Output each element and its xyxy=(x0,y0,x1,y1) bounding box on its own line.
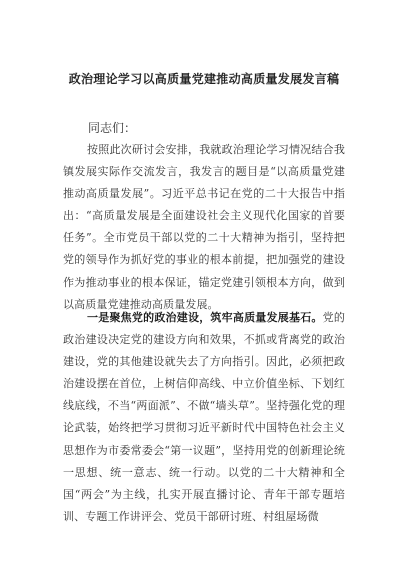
salutation: 同志们： xyxy=(88,121,137,135)
paragraph-2-text: 党的政治建设决定党的建设方向和效果，不抓或背离党的政治建设，党的其他建设就失去了方向指引。因此，必须把政治建设摆在首位，上树信仰高线、中立价值坐标、下划红线底线，不当“两面派”、不做“墙头草”。坚持强化党的理论武装，始终把学习贯彻习近平新时代中国特色社会主义思想作为市委常委会“第一议题”，坚持用党的创新理论统一思想、统一意志、统一行动。以党的二十大精神和全国“两会”为主线，扎实开展直播讨论、青年干部专题培训、专题工作讲评会、党员干部研讨班、村组屋场微 xyxy=(63,311,345,523)
paragraph-2 xyxy=(63,307,345,528)
paragraph-2-lead: 一是聚焦党的政治建设，筑牢高质量发展基石。 xyxy=(87,311,323,324)
document-title: 政治理论学习以高质量党建推动高质量发展发言稿 xyxy=(68,72,340,86)
paragraph-1: 按照此次研讨会安排，我就政治理论学习情况结合我镇发展实际作交流发言，我发言的题目是“以高质量党建推动高质量发展”。习近平总书记在党的二十大报告中指出：“高质量发展是全面建设社会主义现代化国家的首要任务”。全市党员干部以党的二十大精神为指引，坚持把党的领导作为抓好党的事业的根本前提，把加强党的建设作为推动事业的根本保证，锚定党建引领根本方向，做到以高质量党建推动高质量发展。 xyxy=(63,143,345,311)
